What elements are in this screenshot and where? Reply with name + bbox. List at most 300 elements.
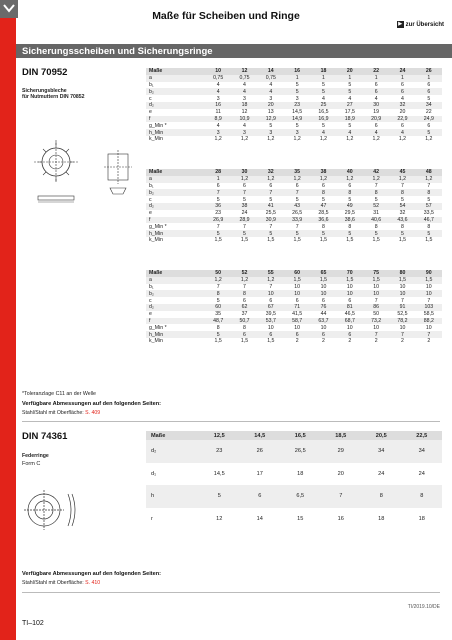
column-header-label: Maße: [146, 169, 205, 176]
table-cell: 5: [427, 95, 431, 102]
table-cell: 20: [258, 102, 284, 109]
table-cell: 7: [231, 189, 257, 196]
table-cell: 6: [243, 182, 246, 189]
table-cell: 1,2: [372, 136, 380, 143]
table-cell: 17: [256, 470, 263, 477]
table-cell: 4: [348, 95, 352, 102]
table-cell: 4: [269, 81, 273, 88]
table-row: [146, 88, 442, 95]
table-cell: 41: [258, 203, 284, 210]
table-cell: 6: [348, 297, 352, 304]
table-cell: 7: [205, 189, 231, 196]
table-cell: 6: [374, 81, 378, 88]
available-dimensions-title: Verfügbare Abmessungen auf den folgenden Seiten:: [22, 401, 162, 407]
table-cell: 15: [297, 515, 304, 522]
table-cell: 5: [337, 230, 363, 237]
table-cell: 5: [363, 230, 389, 237]
table-cell: 52: [363, 203, 389, 210]
available-dimensions-line: [22, 580, 100, 586]
table-cell: 26,5: [280, 440, 321, 463]
table-cell: 7: [269, 223, 273, 230]
table-cell: 10: [320, 283, 327, 290]
table-cell: 20: [337, 470, 344, 477]
table-row: [146, 277, 442, 284]
table-cell: 33,9: [284, 217, 310, 224]
row-label: f: [146, 116, 205, 123]
table-cell: 38: [231, 203, 257, 210]
table-header-row: [146, 169, 442, 176]
section-title: Sicherungsscheiben und Sicherungsringe: [22, 46, 213, 57]
table-cell: 6: [240, 485, 281, 508]
table-cell: 14,5: [213, 470, 225, 477]
table-cell: 5: [348, 122, 352, 129]
row-label: c: [149, 95, 152, 102]
column-header-size: 90: [416, 270, 442, 277]
table-cell: 7: [427, 297, 431, 304]
column-header-size: 80: [389, 270, 415, 277]
table-cell: 34: [402, 440, 443, 463]
table-cell: 1: [284, 75, 310, 82]
table-cell: 29,5: [344, 210, 355, 217]
table-row: [146, 304, 442, 311]
table-cell: 10: [346, 283, 353, 290]
table-cell: 26: [240, 440, 281, 463]
column-header-size: 42: [363, 169, 389, 176]
row-label: k_Min: [149, 237, 163, 244]
table-cell: 32: [399, 210, 406, 217]
row-label: b₂: [146, 189, 205, 196]
table-row: [146, 331, 442, 338]
table-cell: 1,2: [319, 136, 328, 143]
material-text: Stahl/Stahl mit Oberfläche:: [22, 580, 86, 586]
table-cell: 1,5: [337, 277, 363, 284]
table-cell: 10,9: [231, 116, 257, 123]
table-cell: 16,5: [318, 109, 329, 116]
table-cell: 1,2: [231, 277, 257, 284]
table-cell: 1,5: [363, 277, 389, 284]
table-cell: 1,2: [337, 176, 363, 183]
table-row: [146, 230, 442, 237]
row-label: k_Min: [149, 136, 163, 143]
table-row: [146, 176, 442, 183]
row-label: d₂: [146, 440, 199, 463]
table-cell: 34: [416, 102, 442, 109]
table-cell: 1: [310, 75, 336, 82]
table-cell: 6: [416, 88, 442, 95]
table-cell: 73,2: [363, 318, 389, 325]
table-row: [146, 183, 442, 190]
column-header-size: 24: [389, 68, 415, 75]
table-cell: 5: [295, 81, 299, 88]
row-label: d₂: [146, 304, 205, 311]
table-cell: 5: [374, 196, 378, 203]
column-header-size: 18: [310, 68, 336, 75]
table-cell: 1,2: [310, 176, 336, 183]
table-cell: 86: [363, 304, 389, 311]
table-cell: 8: [205, 290, 231, 297]
available-dimensions-title: Verfügbare Abmessungen auf den folgenden Seiten:: [22, 571, 162, 577]
table-cell: 36: [205, 203, 231, 210]
table-cell: 39,5: [265, 311, 276, 318]
table-cell: 6: [427, 81, 431, 88]
table-cell: 5: [427, 196, 431, 203]
table-cell: 67: [258, 304, 284, 311]
table-cell: 6: [322, 297, 325, 304]
table-cell: 1,2: [416, 176, 442, 183]
table-cell: 5: [243, 196, 246, 203]
table-cell: 10: [416, 290, 442, 297]
table-header-row: [146, 270, 442, 277]
table-cell: 7: [321, 485, 362, 508]
brand-logo-icon: [0, 0, 18, 18]
table-cell: 43,6: [389, 217, 415, 224]
table-cell: 10: [425, 283, 432, 290]
table-cell: 5: [322, 196, 325, 203]
column-header-size: 48: [416, 169, 442, 176]
table-cell: 10: [258, 290, 284, 297]
table-cell: 49: [337, 203, 363, 210]
table-cell: 54: [389, 203, 415, 210]
table-cell: 1,5: [372, 237, 380, 244]
row-label: d₂: [146, 203, 205, 210]
table-cell: 1,5: [214, 237, 222, 244]
row-label: b₁: [149, 182, 154, 189]
row-label: r: [151, 515, 153, 522]
table-cell: 5: [258, 230, 284, 237]
document-version: TI/2019.10/DE: [407, 604, 440, 610]
table-cell: 14: [256, 515, 263, 522]
table-cell: 22: [425, 109, 432, 116]
din-74361-form: Form C: [22, 461, 41, 467]
table-cell: 1,2: [240, 136, 249, 143]
overview-link[interactable]: [397, 21, 444, 28]
table-cell: 40,6: [363, 217, 389, 224]
table-cell: 4: [374, 95, 378, 102]
table-header-row: [146, 431, 442, 440]
table-cell: 29: [321, 440, 362, 463]
table-cell: 2: [295, 338, 299, 345]
table-cell: 6: [243, 297, 246, 304]
table-cell: 10: [294, 324, 301, 331]
table-cell: 6: [231, 331, 257, 338]
table-cell: 22,9: [389, 116, 415, 123]
table-cell: 1,5: [389, 277, 415, 284]
table-cell: 4: [243, 81, 246, 88]
table-cell: 8: [427, 223, 431, 230]
table-cell: 5: [216, 196, 220, 203]
table-cell: 32: [389, 102, 415, 109]
table-cell: 5: [205, 331, 231, 338]
column-header-size: 45: [389, 169, 415, 176]
table-cell: 28,9: [231, 217, 257, 224]
table-cell: 7: [374, 182, 378, 189]
table-cell: 5: [310, 230, 336, 237]
table-cell: 103: [416, 304, 442, 311]
column-header-size: 14: [258, 68, 284, 75]
table-cell: 6: [216, 182, 220, 189]
table-cell: 4: [258, 88, 284, 95]
table-cell: 6: [269, 297, 273, 304]
din-74361-subtitle: Federringe: [22, 453, 49, 459]
row-label: c: [149, 297, 152, 304]
table-cell: 8: [348, 223, 352, 230]
table-cell: 20,9: [363, 116, 389, 123]
table-cell: 8: [389, 189, 415, 196]
divider: [22, 592, 440, 593]
row-label: g_Min *: [149, 223, 167, 230]
table-cell: 1,2: [389, 176, 415, 183]
table-cell: 5: [337, 88, 363, 95]
table-cell: 3: [258, 129, 284, 136]
table-cell: 71: [284, 304, 310, 311]
table-cell: 2: [322, 338, 325, 345]
material-text: Stahl/Stahl mit Oberfläche:: [22, 410, 86, 416]
table-cell: 1,5: [284, 277, 310, 284]
table-cell: 2: [427, 338, 431, 345]
table-cell: 2: [348, 338, 352, 345]
table-cell: 16,9: [310, 116, 336, 123]
table-cell: 25: [310, 102, 336, 109]
table-cell: 26,5: [292, 210, 303, 217]
table-row: [146, 297, 442, 304]
din-70952-title: DIN 70952: [22, 67, 68, 78]
table-cell: 7: [284, 189, 310, 196]
table-cell: 1,2: [267, 136, 275, 143]
table-row: [146, 440, 442, 463]
column-header-label: Maße: [146, 68, 205, 75]
table-cell: 10: [320, 324, 327, 331]
column-header-label: Maße: [146, 270, 205, 277]
row-label: h_Min: [146, 129, 205, 136]
table-cell: 5: [322, 122, 325, 129]
table-cell: 8: [231, 290, 257, 297]
table-cell: 50: [373, 311, 380, 318]
table-cell: 1,5: [240, 237, 249, 244]
table-row: [146, 237, 442, 244]
table-cell: 6: [310, 331, 336, 338]
table-cell: 5: [348, 196, 352, 203]
table-cell: 1: [363, 75, 389, 82]
table-row: [146, 122, 442, 129]
table-cell: 8: [310, 189, 336, 196]
table-cell: 6: [337, 331, 363, 338]
table-cell: 4: [389, 129, 415, 136]
table-cell: 5: [310, 88, 336, 95]
table-cell: 1,2: [398, 136, 407, 143]
row-label: d₂: [146, 102, 205, 109]
table-cell: 7: [363, 331, 389, 338]
table-cell: 6: [295, 182, 299, 189]
table-cell: 4: [401, 95, 404, 102]
column-header-size: 75: [363, 270, 389, 277]
table-cell: 5: [401, 196, 404, 203]
table-cell: 10: [373, 283, 380, 290]
table-cell: 5: [231, 230, 257, 237]
table-cell: 7: [374, 297, 378, 304]
table-cell: 4: [337, 129, 363, 136]
table-row: [146, 217, 442, 224]
din-70952-table-block: [146, 270, 442, 345]
table-cell: 23: [199, 440, 240, 463]
row-label: a: [146, 75, 205, 82]
table-cell: 1,5: [214, 338, 222, 345]
table-cell: 25,5: [265, 210, 276, 217]
table-cell: 5: [269, 196, 273, 203]
row-label: h_Min: [146, 230, 205, 237]
row-label: e: [149, 109, 152, 116]
table-cell: 14,5: [292, 109, 303, 116]
table-cell: 68,7: [337, 318, 363, 325]
table-cell: 30,9: [258, 217, 284, 224]
row-label: k_Min: [149, 338, 163, 345]
table-cell: 7: [401, 182, 404, 189]
table-cell: 6: [401, 81, 404, 88]
row-label: b₂: [146, 88, 205, 95]
table-row: [146, 189, 442, 196]
table-cell: 8: [361, 485, 402, 508]
table-cell: 24: [241, 210, 248, 217]
table-cell: 76: [310, 304, 336, 311]
table-row: [146, 508, 442, 531]
table-cell: 24: [378, 470, 385, 477]
table-cell: 2: [401, 338, 404, 345]
row-label: h_Min: [146, 331, 205, 338]
table-row: [146, 136, 442, 143]
table-cell: 44: [320, 311, 327, 318]
table-cell: 8: [402, 485, 443, 508]
table-cell: 1,2: [231, 176, 257, 183]
row-label: b₁: [149, 283, 154, 290]
table-cell: 1,2: [293, 136, 301, 143]
table-cell: 26,9: [205, 217, 231, 224]
table-row: [146, 75, 442, 82]
table-cell: 16: [205, 102, 231, 109]
column-header-size: 12: [231, 68, 257, 75]
table-cell: 13: [267, 109, 274, 116]
row-label: a: [146, 277, 205, 284]
row-label: b₂: [146, 290, 205, 297]
table-cell: 7: [216, 223, 220, 230]
table-row: [146, 290, 442, 297]
column-header-size: 18,5: [321, 431, 362, 440]
table-cell: 5: [205, 230, 231, 237]
table-cell: 5: [284, 88, 310, 95]
table-cell: 1,5: [398, 237, 407, 244]
table-cell: 4: [231, 88, 257, 95]
table-cell: 53,7: [258, 318, 284, 325]
table-cell: 36,6: [310, 217, 336, 224]
table-cell: 1,2: [425, 136, 433, 143]
column-header-size: 10: [205, 68, 231, 75]
table-cell: 10: [389, 290, 415, 297]
table-cell: 62: [231, 304, 257, 311]
table-cell: 8: [416, 189, 442, 196]
table-cell: 6: [295, 297, 299, 304]
din-74361-table: [146, 431, 442, 530]
overview-link-label: zur Übersicht: [405, 21, 444, 28]
table-row: [146, 116, 442, 123]
table-cell: 14,9: [284, 116, 310, 123]
column-header-size: 38: [310, 169, 336, 176]
column-header-label: Maße: [146, 431, 199, 440]
row-label: g_Min *: [149, 122, 167, 129]
table-cell: 52,5: [397, 311, 408, 318]
table-cell: 6: [374, 122, 378, 129]
row-label: f: [146, 217, 205, 224]
table-cell: 23: [284, 102, 310, 109]
page-reference-link[interactable]: S. 409: [85, 410, 101, 416]
row-label: b₁: [149, 81, 154, 88]
table-cell: 1,2: [205, 277, 231, 284]
table-row: [146, 485, 442, 508]
column-header-size: 50: [205, 270, 231, 277]
table-cell: 6: [427, 122, 431, 129]
table-cell: 30: [363, 102, 389, 109]
table-cell: 35: [215, 311, 222, 318]
table-cell: 88,2: [416, 318, 442, 325]
table-cell: 27: [337, 102, 363, 109]
table-cell: 8: [322, 223, 325, 230]
column-header-size: 65: [310, 270, 336, 277]
table-cell: 5: [269, 122, 273, 129]
table-cell: 5: [284, 230, 310, 237]
table-cell: 43: [284, 203, 310, 210]
table-cell: 46,7: [416, 217, 442, 224]
page-reference-link[interactable]: S. 410: [85, 580, 101, 586]
table-cell: 4: [216, 122, 220, 129]
table-cell: 46,5: [344, 311, 355, 318]
table-row: [146, 463, 442, 486]
table-cell: 3: [295, 95, 299, 102]
row-label: e: [149, 311, 152, 318]
column-header-size: 70: [337, 270, 363, 277]
table-cell: 1: [389, 75, 415, 82]
subtitle-line: Sicherungsbleche: [22, 88, 67, 94]
table-cell: 8: [337, 189, 363, 196]
table-cell: 6: [363, 88, 389, 95]
table-cell: 10: [346, 324, 353, 331]
row-label: f: [146, 318, 205, 325]
table-cell: 5: [416, 230, 442, 237]
table-cell: 1,2: [363, 176, 389, 183]
column-header-size: 30: [231, 169, 257, 176]
table-cell: 0,75: [205, 75, 231, 82]
table-cell: 7: [295, 223, 299, 230]
tolerance-footnote: *Toleranzlage C11 an der Welle: [22, 391, 97, 397]
row-label: h: [146, 485, 199, 508]
table-row: [146, 102, 442, 109]
table-cell: 47: [310, 203, 336, 210]
table-row: [146, 311, 442, 318]
table-cell: 37: [241, 311, 248, 318]
column-header-size: 35: [284, 169, 310, 176]
table-cell: 18: [418, 515, 425, 522]
table-cell: 8: [243, 324, 246, 331]
table-cell: 7: [416, 331, 442, 338]
available-dimensions-line: [22, 410, 100, 416]
table-cell: 50,7: [231, 318, 257, 325]
table-cell: 1,5: [293, 237, 301, 244]
column-header-size: 60: [284, 270, 310, 277]
table-cell: 7: [401, 297, 404, 304]
table-cell: 24,9: [416, 116, 442, 123]
table-cell: 6: [258, 331, 284, 338]
table-cell: 10: [363, 290, 389, 297]
column-header-size: 20: [337, 68, 363, 75]
table-cell: 1,2: [284, 176, 310, 183]
table-cell: 60: [205, 304, 231, 311]
table-cell: 1,5: [416, 277, 442, 284]
